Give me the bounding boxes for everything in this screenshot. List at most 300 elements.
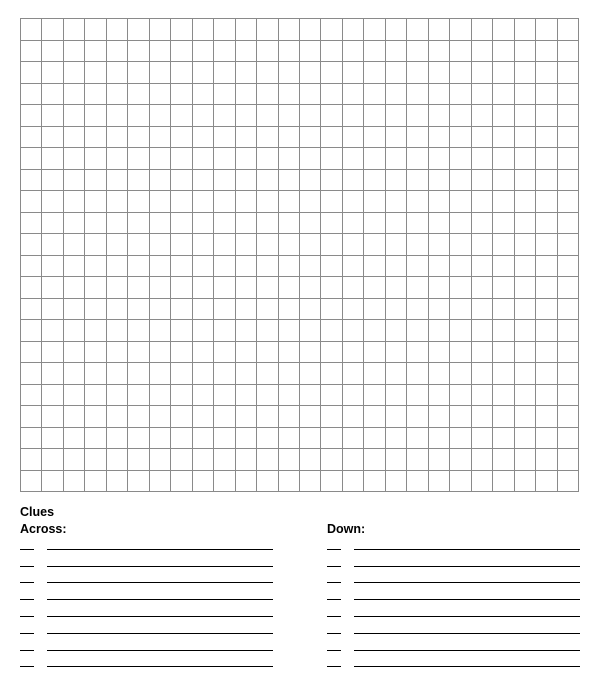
grid-cell[interactable] (85, 277, 106, 299)
grid-cell[interactable] (150, 406, 171, 428)
grid-cell[interactable] (343, 191, 364, 213)
grid-cell[interactable] (279, 127, 300, 149)
grid-cell[interactable] (386, 105, 407, 127)
down-clue-text-blank[interactable] (354, 616, 580, 617)
grid-cell[interactable] (321, 342, 342, 364)
grid-cell[interactable] (214, 299, 235, 321)
grid-cell[interactable] (493, 148, 514, 170)
grid-cell[interactable] (107, 428, 128, 450)
grid-cell[interactable] (85, 363, 106, 385)
grid-cell[interactable] (279, 277, 300, 299)
grid-cell[interactable] (343, 449, 364, 471)
grid-cell[interactable] (558, 19, 579, 41)
across-clue-number-blank[interactable] (20, 633, 34, 634)
grid-cell[interactable] (558, 127, 579, 149)
grid-cell[interactable] (150, 320, 171, 342)
grid-cell[interactable] (321, 299, 342, 321)
grid-cell[interactable] (343, 385, 364, 407)
grid-cell[interactable] (429, 449, 450, 471)
grid-cell[interactable] (364, 84, 385, 106)
grid-cell[interactable] (343, 256, 364, 278)
grid-cell[interactable] (128, 320, 149, 342)
grid-cell[interactable] (300, 213, 321, 235)
grid-cell[interactable] (193, 41, 214, 63)
grid-cell[interactable] (536, 170, 557, 192)
grid-cell[interactable] (515, 234, 536, 256)
grid-cell[interactable] (150, 277, 171, 299)
grid-cell[interactable] (279, 299, 300, 321)
grid-cell[interactable] (64, 385, 85, 407)
grid-cell[interactable] (493, 105, 514, 127)
grid-cell[interactable] (343, 277, 364, 299)
grid-cell[interactable] (128, 170, 149, 192)
grid-cell[interactable] (386, 385, 407, 407)
grid-cell[interactable] (536, 148, 557, 170)
grid-cell[interactable] (128, 84, 149, 106)
grid-cell[interactable] (42, 127, 63, 149)
grid-cell[interactable] (171, 449, 192, 471)
across-clue-number-blank[interactable] (20, 599, 34, 600)
grid-cell[interactable] (193, 385, 214, 407)
grid-cell[interactable] (21, 19, 42, 41)
grid-cell[interactable] (279, 213, 300, 235)
grid-cell[interactable] (429, 385, 450, 407)
grid-cell[interactable] (364, 299, 385, 321)
grid-cell[interactable] (128, 234, 149, 256)
grid-cell[interactable] (493, 428, 514, 450)
grid-cell[interactable] (386, 170, 407, 192)
grid-cell[interactable] (321, 234, 342, 256)
grid-cell[interactable] (21, 234, 42, 256)
grid-cell[interactable] (257, 19, 278, 41)
grid-cell[interactable] (128, 471, 149, 493)
grid-cell[interactable] (300, 19, 321, 41)
grid-cell[interactable] (493, 449, 514, 471)
grid-cell[interactable] (279, 41, 300, 63)
grid-cell[interactable] (42, 170, 63, 192)
grid-cell[interactable] (150, 471, 171, 493)
grid-cell[interactable] (536, 234, 557, 256)
grid-cell[interactable] (42, 471, 63, 493)
across-clue-text-blank[interactable] (47, 616, 273, 617)
grid-cell[interactable] (343, 105, 364, 127)
grid-cell[interactable] (21, 385, 42, 407)
grid-cell[interactable] (193, 277, 214, 299)
grid-cell[interactable] (21, 148, 42, 170)
grid-cell[interactable] (107, 320, 128, 342)
grid-cell[interactable] (214, 127, 235, 149)
grid-cell[interactable] (85, 105, 106, 127)
grid-cell[interactable] (107, 41, 128, 63)
grid-cell[interactable] (150, 299, 171, 321)
grid-cell[interactable] (386, 234, 407, 256)
grid-cell[interactable] (558, 406, 579, 428)
grid-cell[interactable] (193, 471, 214, 493)
grid-cell[interactable] (450, 449, 471, 471)
grid-cell[interactable] (171, 277, 192, 299)
grid-cell[interactable] (257, 148, 278, 170)
grid-cell[interactable] (279, 62, 300, 84)
grid-cell[interactable] (536, 84, 557, 106)
grid-cell[interactable] (85, 234, 106, 256)
grid-cell[interactable] (85, 385, 106, 407)
grid-cell[interactable] (493, 191, 514, 213)
grid-cell[interactable] (21, 277, 42, 299)
grid-cell[interactable] (558, 471, 579, 493)
grid-cell[interactable] (193, 148, 214, 170)
grid-cell[interactable] (236, 41, 257, 63)
grid-cell[interactable] (107, 213, 128, 235)
grid-cell[interactable] (107, 105, 128, 127)
grid-cell[interactable] (64, 234, 85, 256)
grid-cell[interactable] (214, 234, 235, 256)
grid-cell[interactable] (64, 41, 85, 63)
grid-cell[interactable] (515, 41, 536, 63)
grid-cell[interactable] (386, 41, 407, 63)
grid-cell[interactable] (21, 428, 42, 450)
grid-cell[interactable] (472, 320, 493, 342)
grid-cell[interactable] (300, 256, 321, 278)
grid-cell[interactable] (236, 385, 257, 407)
across-clue-number-blank[interactable] (20, 566, 34, 567)
grid-cell[interactable] (107, 342, 128, 364)
grid-cell[interactable] (279, 170, 300, 192)
across-clue-number-blank[interactable] (20, 650, 34, 651)
grid-cell[interactable] (364, 105, 385, 127)
grid-cell[interactable] (515, 428, 536, 450)
grid-cell[interactable] (64, 342, 85, 364)
grid-cell[interactable] (450, 84, 471, 106)
grid-cell[interactable] (386, 148, 407, 170)
grid-cell[interactable] (407, 127, 428, 149)
grid-cell[interactable] (128, 363, 149, 385)
grid-cell[interactable] (42, 299, 63, 321)
grid-cell[interactable] (64, 148, 85, 170)
grid-cell[interactable] (300, 320, 321, 342)
grid-cell[interactable] (515, 191, 536, 213)
grid-cell[interactable] (364, 191, 385, 213)
grid-cell[interactable] (300, 191, 321, 213)
grid-cell[interactable] (279, 428, 300, 450)
grid-cell[interactable] (21, 41, 42, 63)
grid-cell[interactable] (64, 127, 85, 149)
grid-cell[interactable] (85, 320, 106, 342)
grid-cell[interactable] (515, 471, 536, 493)
grid-cell[interactable] (343, 234, 364, 256)
grid-cell[interactable] (214, 84, 235, 106)
grid-cell[interactable] (150, 170, 171, 192)
grid-cell[interactable] (42, 62, 63, 84)
grid-cell[interactable] (193, 62, 214, 84)
grid-cell[interactable] (128, 148, 149, 170)
grid-cell[interactable] (493, 256, 514, 278)
grid-cell[interactable] (300, 406, 321, 428)
grid-cell[interactable] (42, 406, 63, 428)
grid-cell[interactable] (407, 449, 428, 471)
grid-cell[interactable] (321, 406, 342, 428)
grid-cell[interactable] (472, 170, 493, 192)
grid-cell[interactable] (364, 19, 385, 41)
grid-cell[interactable] (493, 19, 514, 41)
grid-cell[interactable] (214, 385, 235, 407)
grid-cell[interactable] (429, 342, 450, 364)
grid-cell[interactable] (257, 471, 278, 493)
grid-cell[interactable] (515, 256, 536, 278)
grid-cell[interactable] (85, 471, 106, 493)
grid-cell[interactable] (515, 406, 536, 428)
grid-cell[interactable] (472, 234, 493, 256)
grid-cell[interactable] (85, 62, 106, 84)
grid-cell[interactable] (42, 234, 63, 256)
grid-cell[interactable] (472, 84, 493, 106)
down-clue-number-blank[interactable] (327, 616, 341, 617)
grid-cell[interactable] (171, 170, 192, 192)
grid-cell[interactable] (150, 127, 171, 149)
grid-cell[interactable] (128, 449, 149, 471)
grid-cell[interactable] (558, 449, 579, 471)
grid-cell[interactable] (515, 449, 536, 471)
grid-cell[interactable] (493, 320, 514, 342)
grid-cell[interactable] (64, 105, 85, 127)
grid-cell[interactable] (429, 299, 450, 321)
grid-cell[interactable] (193, 213, 214, 235)
across-clue-text-blank[interactable] (47, 633, 273, 634)
grid-cell[interactable] (364, 277, 385, 299)
grid-cell[interactable] (193, 449, 214, 471)
grid-cell[interactable] (64, 471, 85, 493)
grid-cell[interactable] (300, 363, 321, 385)
grid-cell[interactable] (300, 277, 321, 299)
down-clue-number-blank[interactable] (327, 633, 341, 634)
grid-cell[interactable] (107, 256, 128, 278)
grid-cell[interactable] (171, 299, 192, 321)
grid-cell[interactable] (64, 170, 85, 192)
grid-cell[interactable] (279, 84, 300, 106)
grid-cell[interactable] (257, 84, 278, 106)
grid-cell[interactable] (236, 277, 257, 299)
grid-cell[interactable] (214, 449, 235, 471)
down-clue-text-blank[interactable] (354, 599, 580, 600)
grid-cell[interactable] (107, 127, 128, 149)
grid-cell[interactable] (85, 342, 106, 364)
grid-cell[interactable] (558, 299, 579, 321)
grid-cell[interactable] (150, 234, 171, 256)
grid-cell[interactable] (85, 170, 106, 192)
grid-cell[interactable] (150, 342, 171, 364)
grid-cell[interactable] (300, 234, 321, 256)
grid-cell[interactable] (321, 127, 342, 149)
grid-cell[interactable] (450, 127, 471, 149)
grid-cell[interactable] (257, 213, 278, 235)
grid-cell[interactable] (450, 105, 471, 127)
grid-cell[interactable] (300, 148, 321, 170)
grid-cell[interactable] (171, 320, 192, 342)
grid-cell[interactable] (107, 471, 128, 493)
grid-cell[interactable] (450, 19, 471, 41)
grid-cell[interactable] (386, 342, 407, 364)
grid-cell[interactable] (429, 148, 450, 170)
grid-cell[interactable] (236, 406, 257, 428)
grid-cell[interactable] (257, 406, 278, 428)
grid-cell[interactable] (364, 406, 385, 428)
grid-cell[interactable] (214, 105, 235, 127)
grid-cell[interactable] (279, 191, 300, 213)
grid-cell[interactable] (257, 320, 278, 342)
grid-cell[interactable] (472, 277, 493, 299)
grid-cell[interactable] (407, 19, 428, 41)
grid-cell[interactable] (107, 299, 128, 321)
grid-cell[interactable] (321, 256, 342, 278)
grid-cell[interactable] (85, 191, 106, 213)
grid-cell[interactable] (193, 105, 214, 127)
grid-cell[interactable] (321, 277, 342, 299)
grid-cell[interactable] (515, 342, 536, 364)
grid-cell[interactable] (171, 342, 192, 364)
grid-cell[interactable] (300, 385, 321, 407)
grid-cell[interactable] (171, 19, 192, 41)
grid-cell[interactable] (321, 170, 342, 192)
grid-cell[interactable] (214, 363, 235, 385)
grid-cell[interactable] (407, 148, 428, 170)
grid-cell[interactable] (21, 170, 42, 192)
grid-cell[interactable] (21, 363, 42, 385)
grid-cell[interactable] (515, 127, 536, 149)
grid-cell[interactable] (193, 406, 214, 428)
grid-cell[interactable] (321, 62, 342, 84)
grid-cell[interactable] (558, 105, 579, 127)
grid-cell[interactable] (42, 213, 63, 235)
grid-cell[interactable] (236, 213, 257, 235)
grid-cell[interactable] (128, 342, 149, 364)
grid-cell[interactable] (64, 428, 85, 450)
grid-cell[interactable] (128, 213, 149, 235)
grid-cell[interactable] (279, 256, 300, 278)
grid-cell[interactable] (558, 84, 579, 106)
grid-cell[interactable] (429, 234, 450, 256)
grid-cell[interactable] (300, 471, 321, 493)
grid-cell[interactable] (257, 127, 278, 149)
grid-cell[interactable] (493, 170, 514, 192)
grid-cell[interactable] (236, 320, 257, 342)
grid-cell[interactable] (450, 299, 471, 321)
grid-cell[interactable] (343, 406, 364, 428)
grid-cell[interactable] (193, 84, 214, 106)
grid-cell[interactable] (42, 385, 63, 407)
grid-cell[interactable] (407, 277, 428, 299)
grid-cell[interactable] (128, 127, 149, 149)
grid-cell[interactable] (42, 105, 63, 127)
grid-cell[interactable] (236, 127, 257, 149)
grid-cell[interactable] (257, 385, 278, 407)
grid-cell[interactable] (407, 406, 428, 428)
grid-cell[interactable] (64, 19, 85, 41)
grid-cell[interactable] (300, 41, 321, 63)
grid-cell[interactable] (429, 41, 450, 63)
grid-cell[interactable] (364, 213, 385, 235)
grid-cell[interactable] (64, 406, 85, 428)
grid-cell[interactable] (343, 428, 364, 450)
grid-cell[interactable] (386, 84, 407, 106)
grid-cell[interactable] (515, 19, 536, 41)
grid-cell[interactable] (150, 19, 171, 41)
grid-cell[interactable] (42, 84, 63, 106)
grid-cell[interactable] (85, 299, 106, 321)
grid-cell[interactable] (279, 320, 300, 342)
grid-cell[interactable] (558, 213, 579, 235)
grid-cell[interactable] (364, 449, 385, 471)
grid-cell[interactable] (364, 385, 385, 407)
grid-cell[interactable] (364, 471, 385, 493)
grid-cell[interactable] (128, 277, 149, 299)
grid-cell[interactable] (536, 406, 557, 428)
grid-cell[interactable] (214, 148, 235, 170)
grid-cell[interactable] (21, 84, 42, 106)
grid-cell[interactable] (150, 449, 171, 471)
grid-cell[interactable] (21, 449, 42, 471)
across-clue-text-blank[interactable] (47, 582, 273, 583)
grid-cell[interactable] (214, 256, 235, 278)
grid-cell[interactable] (450, 191, 471, 213)
grid-cell[interactable] (257, 41, 278, 63)
grid-cell[interactable] (343, 127, 364, 149)
grid-cell[interactable] (386, 19, 407, 41)
grid-cell[interactable] (450, 471, 471, 493)
grid-cell[interactable] (107, 148, 128, 170)
grid-cell[interactable] (171, 41, 192, 63)
grid-cell[interactable] (279, 471, 300, 493)
grid-cell[interactable] (429, 19, 450, 41)
grid-cell[interactable] (171, 471, 192, 493)
grid-cell[interactable] (450, 62, 471, 84)
grid-cell[interactable] (407, 428, 428, 450)
grid-cell[interactable] (257, 428, 278, 450)
grid-cell[interactable] (128, 105, 149, 127)
grid-cell[interactable] (536, 320, 557, 342)
grid-cell[interactable] (450, 41, 471, 63)
grid-cell[interactable] (515, 363, 536, 385)
down-clue-text-blank[interactable] (354, 633, 580, 634)
grid-cell[interactable] (42, 191, 63, 213)
grid-cell[interactable] (386, 127, 407, 149)
grid-cell[interactable] (450, 385, 471, 407)
grid-cell[interactable] (472, 256, 493, 278)
grid-cell[interactable] (429, 471, 450, 493)
grid-cell[interactable] (493, 62, 514, 84)
grid-cell[interactable] (364, 363, 385, 385)
grid-cell[interactable] (536, 299, 557, 321)
grid-cell[interactable] (536, 449, 557, 471)
grid-cell[interactable] (450, 320, 471, 342)
grid-cell[interactable] (150, 213, 171, 235)
grid-cell[interactable] (21, 127, 42, 149)
grid-cell[interactable] (343, 363, 364, 385)
grid-cell[interactable] (128, 191, 149, 213)
grid-cell[interactable] (214, 277, 235, 299)
grid-cell[interactable] (193, 320, 214, 342)
grid-cell[interactable] (321, 471, 342, 493)
grid-cell[interactable] (42, 256, 63, 278)
grid-cell[interactable] (343, 213, 364, 235)
grid-cell[interactable] (128, 299, 149, 321)
grid-cell[interactable] (21, 299, 42, 321)
grid-cell[interactable] (107, 234, 128, 256)
grid-cell[interactable] (85, 449, 106, 471)
grid-cell[interactable] (257, 191, 278, 213)
grid-cell[interactable] (343, 19, 364, 41)
grid-cell[interactable] (128, 41, 149, 63)
grid-cell[interactable] (558, 256, 579, 278)
grid-cell[interactable] (236, 449, 257, 471)
